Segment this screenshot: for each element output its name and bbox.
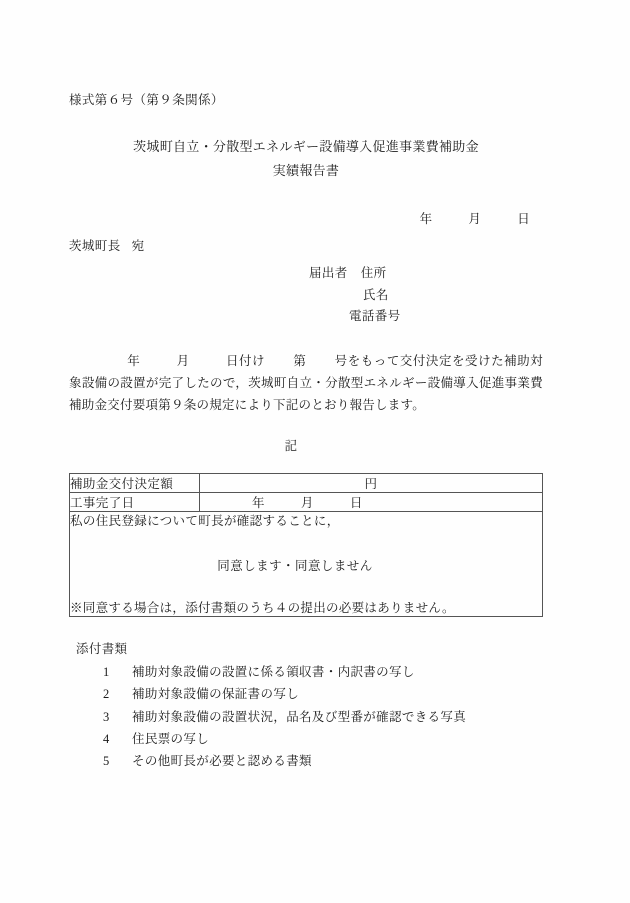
body-year-label: 年 (127, 353, 141, 368)
addressee-name: 茨城町長 (69, 239, 121, 253)
attachment-text: 住民票の写し (132, 731, 210, 746)
attachment-number: 5 (103, 754, 110, 768)
consent-cell (70, 512, 543, 617)
form-number: 様式第６号（第９条関係） (69, 93, 224, 107)
body-day-label: 日付け (225, 353, 266, 368)
attachment-text: 補助対象設備の保証書の写し (132, 687, 300, 702)
body-month-label: 月 (176, 353, 190, 368)
consent-question: 私の住民登録について町長が確認することに， (70, 514, 340, 529)
submitter-phone-row (309, 306, 543, 328)
attachment-text: その他町長が必要と認める書類 (132, 754, 312, 768)
completion-day-label: 日 (349, 496, 363, 511)
ki-marker: 記 (284, 439, 298, 454)
addressee (69, 236, 543, 254)
submitter-address-row (309, 263, 543, 285)
body-paragraph (69, 350, 543, 417)
submitter-address-label: 住所 (360, 266, 387, 280)
completion-month-label: 月 (300, 496, 314, 511)
attachment-number: 2 (103, 687, 110, 702)
attachments-heading: 添付書類 (76, 642, 128, 656)
attachments-section (69, 639, 543, 772)
submitter-name-row (309, 285, 543, 307)
attachment-number: 3 (103, 709, 110, 724)
grant-amount-value[interactable]: 円 (200, 474, 543, 493)
date-month-label: 月 (468, 212, 482, 226)
body-line3: 付要項第９条の規定により下記のとおり報告します。 (120, 398, 426, 412)
table-row-completion-date (70, 493, 543, 512)
submitter-block (69, 263, 543, 328)
list-item (69, 683, 543, 705)
body-line1-rest: 号をもって交付決定を受けた補助対象設 (69, 353, 543, 390)
attachments-list (69, 661, 543, 772)
body-number-prefix: 第 (293, 353, 307, 368)
date-day-label: 日 (517, 212, 530, 226)
document-title (69, 136, 543, 184)
body-line2: 備の設置が完了したので，茨城町自立・分散型エネルギー設備導入促進事業費補助金交 (69, 375, 543, 412)
list-item (69, 706, 543, 728)
list-item (69, 728, 543, 750)
addressee-suffix: 宛 (131, 239, 145, 253)
document-content (69, 92, 543, 772)
submitter-name-label: 氏名 (363, 287, 389, 302)
completion-date-value[interactable] (200, 493, 543, 512)
attachment-number: 1 (103, 665, 110, 679)
grant-amount-label: 補助金交付決定額 (70, 474, 200, 493)
submitter-label: 届出者 (309, 266, 348, 280)
list-item (69, 661, 543, 683)
table-row-grant-amount (70, 474, 543, 493)
attachment-text: 補助対象設備の設置状況，品名及び型番が確認できる写真 (132, 709, 467, 724)
attachment-number: 4 (103, 731, 110, 746)
list-item (69, 750, 543, 772)
completion-year-label: 年 (252, 496, 265, 511)
date-year-label: 年 (419, 212, 433, 226)
completion-date-label: 工事完了日 (70, 493, 200, 512)
submitter-phone-label: 電話番号 (349, 309, 401, 323)
submission-date-line (69, 209, 543, 227)
attachment-text: 補助対象設備の設置に係る領収書・内訳書の写し (132, 665, 415, 679)
consent-choices[interactable]: 同意します・同意しません (217, 559, 373, 573)
consent-note: ※同意する場合は，添付書類のうち４の提出の必要はありません。 (70, 601, 455, 615)
report-table (69, 473, 543, 617)
title-main-line: 茨城町自立・分散型エネルギー設備導入促進事業費補助金 (133, 138, 479, 154)
title-sub-line: 実績報告書 (272, 163, 340, 179)
table-row-consent (70, 512, 543, 617)
